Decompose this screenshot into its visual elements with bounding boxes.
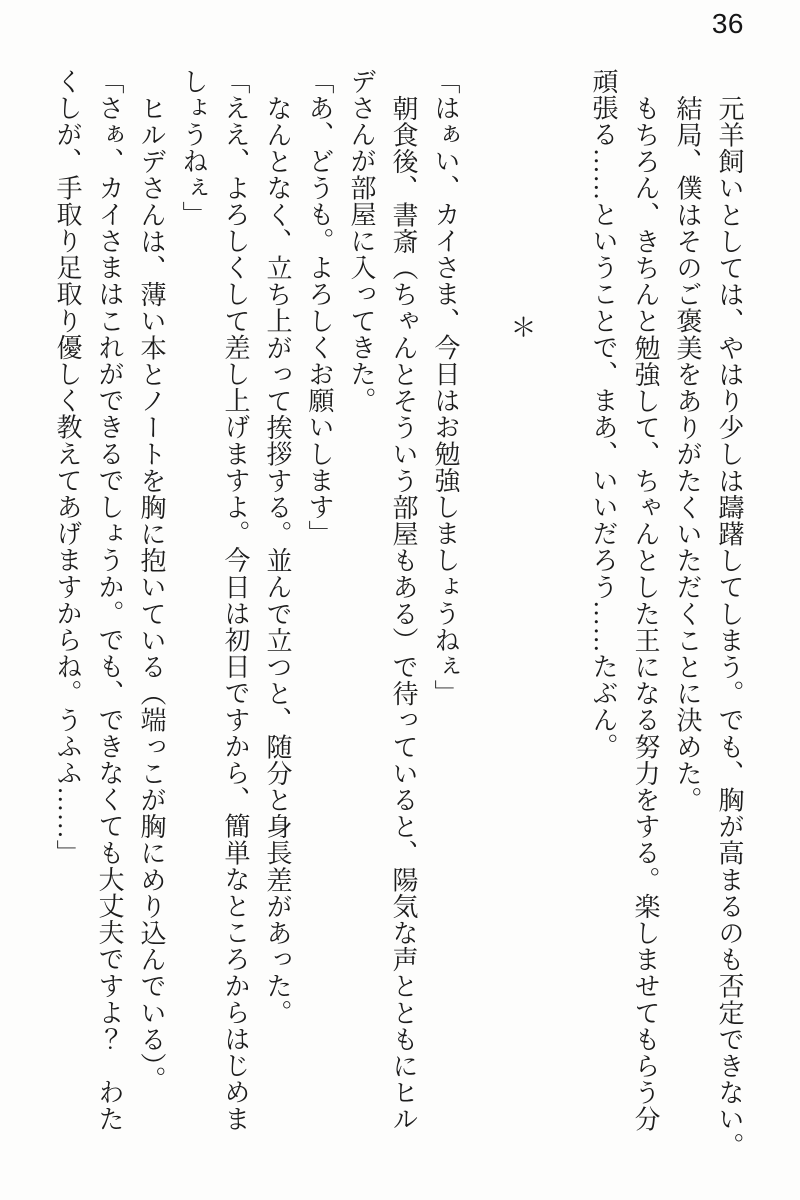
text-area	[46, 68, 750, 1172]
scene-break-separator: ＊	[507, 314, 536, 341]
text-line: もちろん、きちんと勉強して、ちゃんとした王になる努力をする。楽しませてもらう分	[631, 95, 660, 1133]
text-line: 「ええ、よろしくして差し上げますよ。今日は初日ですから、簡単なところからはじめま	[221, 68, 250, 1132]
text-line: ヒルデさんは、薄い本とノートを胸に抱いている（端っこが胸にめり込んでいる）。	[137, 95, 166, 1094]
page-number: 36	[711, 8, 744, 39]
text-line: 結局、僕はそのご褒美をありがたくいただくことに決めた。	[673, 95, 702, 814]
text-line: 「さぁ、カイさまはこれができるでしょうか。でも、できなくても大丈夫ですよ？ わた	[95, 68, 124, 1132]
text-line: 頑張る……ということで、まあ、いいだろう……たぶん。	[589, 68, 618, 760]
text-line: しょうねぇ」	[179, 68, 208, 228]
text-line: くしが、手取り足取り優しく教えてあげますからね。うふふ……」	[53, 68, 82, 866]
text-line: 朝食後、書斎（ちゃんとそういう部屋もある）で待っていると、陽気な声とともにヒル	[389, 95, 418, 1133]
text-line: 元羊飼いとしては、やはり少しは躊躇してしまう。でも、胸が高まるのも否定できない。	[715, 95, 744, 1160]
text-line: 「はぁい、カイさま、今日はお勉強しましょうねぇ」	[431, 68, 460, 707]
text-line: デさんが部屋に入ってきた。	[347, 68, 376, 414]
text-line: 「あ、どうも。よろしくお願いします」	[305, 68, 334, 547]
text-line: なんとなく、立ち上がって挨拶する。並んで立つと、随分と身長差があった。	[263, 95, 292, 1027]
